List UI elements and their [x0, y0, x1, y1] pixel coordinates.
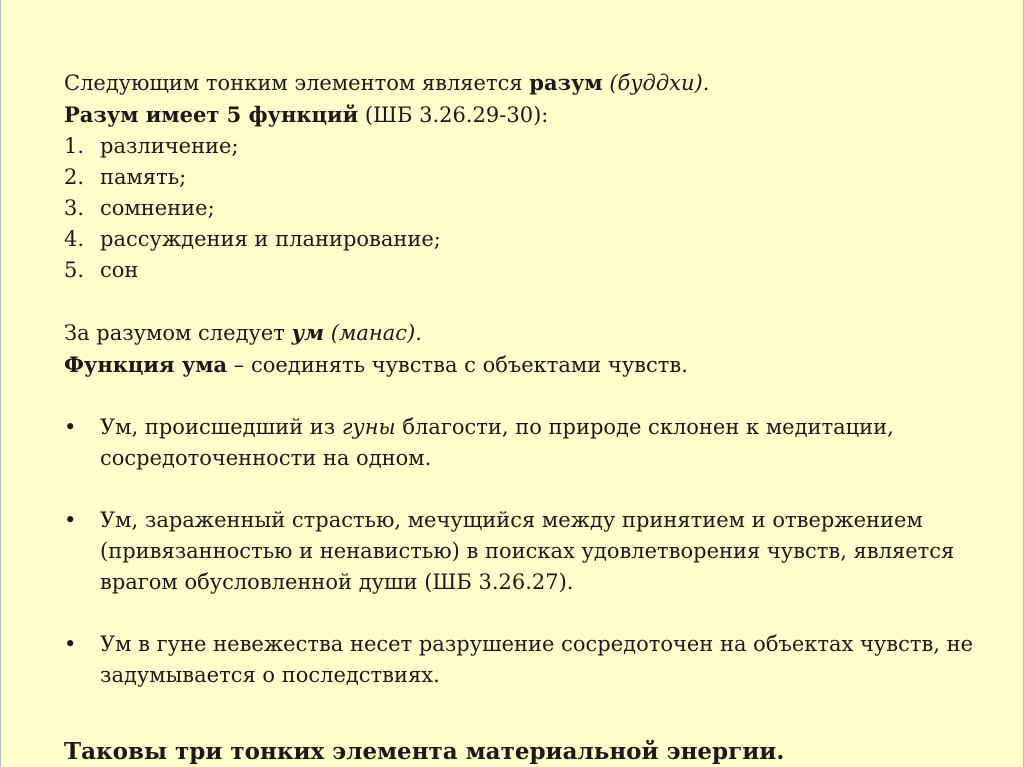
list-item-number: 4. — [64, 227, 85, 251]
slide-body — [64, 67, 984, 691]
closing-statement: Таковы три тонких элемента материальной энергии. — [64, 738, 785, 765]
razum-functions-list — [64, 131, 984, 286]
bullet-goodness-italic: гуны — [341, 415, 396, 439]
list-item — [64, 162, 984, 193]
bullet-item-goodness — [64, 412, 984, 474]
mind-function-bold: Функция ума — [64, 352, 228, 377]
list-item-text: рассуждения и планирование; — [100, 227, 441, 251]
intro-text: Следующим тонким элементом является — [64, 71, 530, 95]
mind-function-line — [64, 349, 984, 381]
mind-function-text: – соединять чувства с объектами чувств. — [227, 353, 688, 377]
bullet-item-passion — [64, 505, 984, 598]
mind-term: ум — [291, 320, 325, 345]
list-item-number: 3. — [64, 196, 85, 220]
intro-term-alt: (буддхи). — [602, 71, 710, 95]
razum-heading-bold: Разум имеет 5 функций — [64, 102, 359, 127]
bullet-text-goodness — [100, 412, 980, 474]
spacer — [64, 474, 984, 505]
list-item — [64, 224, 984, 255]
list-item — [64, 255, 984, 286]
intro-term: разум — [529, 70, 603, 95]
razum-heading — [64, 99, 984, 131]
list-item-text: память; — [100, 165, 187, 189]
mind-intro-text: За разумом следует — [64, 321, 292, 345]
list-item-text: сон — [100, 258, 139, 282]
razum-heading-ref: (ШБ 3.26.29-30): — [358, 103, 549, 127]
spacer — [64, 286, 984, 317]
mind-intro-line — [64, 317, 984, 349]
intro-line — [64, 67, 984, 99]
spacer — [64, 381, 984, 412]
bullet-goodness-after: благости, по природе склонен к медитации, сосредоточенности на одном. — [100, 415, 894, 470]
list-item-number: 1. — [64, 134, 85, 158]
mind-term-alt: (манас). — [324, 321, 422, 345]
list-item — [64, 131, 984, 162]
spacer — [64, 598, 984, 629]
list-item-number: 5. — [64, 258, 85, 282]
list-item-number: 2. — [64, 165, 85, 189]
bullet-goodness-before: Ум, происшедший из — [100, 415, 342, 439]
bullet-text-ignorance: Ум в гуне невежества несет разрушение сосредоточен на объектах чувств, не задумывается о последствиях. — [100, 632, 974, 687]
list-item-text: сомнение; — [100, 196, 215, 220]
bullet-icon: • — [64, 415, 77, 439]
list-item — [64, 193, 984, 224]
bullet-icon: • — [64, 508, 77, 532]
bullet-icon: • — [64, 632, 77, 656]
bullet-item-ignorance — [64, 629, 984, 691]
bullet-text-passion: Ум, зараженный страстью, мечущийся между принятием и отвержением (привязанностью и ненавистью) в поисках удовлетворения чувств, является врагом обусловленной души (ШБ 3.26.27). — [100, 508, 955, 594]
list-item-text: различение; — [100, 134, 239, 158]
